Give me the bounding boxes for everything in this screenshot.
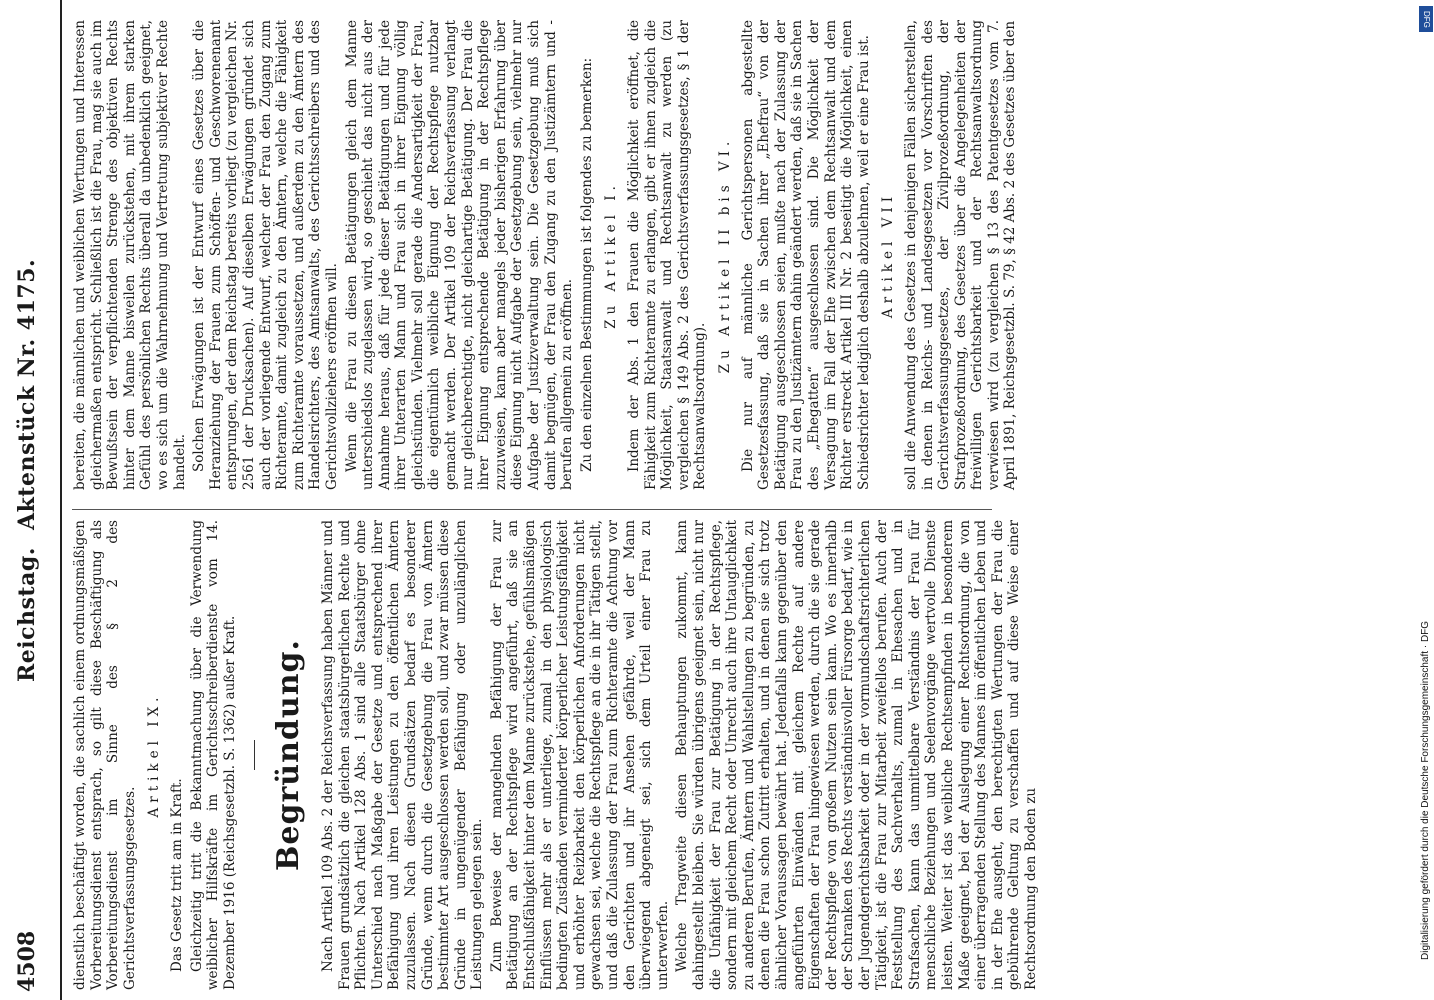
paragraph: dienstlich beschäftigt worden, die sachlich einem ordnungsmäßigen Vorbereitungsdienst entsprach, so gilt diese Beschäftigung als Vorbereitungsdienst im Sinne des § 2 des Gerichtsverfassungsgesetzes. xyxy=(72,520,138,990)
paragraph: bereiten, die männlichen und weiblichen Wertungen und Interessen gleichermaßen entspricht. Schließlich ist die Frau, mag sie auch im Bewußtsein der verpflichtenden Strenge des objektiven Rechts hinter dem Manne bisweilen zurückstehen, mit ihrem starken Gefühl des persönlichen Rechts überall da unbedenklich geeignet, wo es sich um die Wahrnehmung und Vertretung subjektiver Rechte handelt. xyxy=(72,20,188,490)
article-heading: Zu Artikel II bis VI. xyxy=(716,136,733,374)
paragraph: Das Gesetz tritt am in Kraft. xyxy=(168,778,185,972)
article-heading: Zu Artikel I. xyxy=(603,181,620,329)
paragraph: Solchen Erwägungen ist der Entwurf eines Gesetzes über die Heranziehung der Frauen zum Schöffen- und Geschworenenamt entsprungen, der dem Reichstag bereits vorliegt (zu vergleichen Nr. 2561 der Drucksachen). Auf dieselben Erwägungen gründet sich auch der vorliegende Entwurf, welcher der Frau den Zugang zum Richteramte, damit zugleich zu den Ämtern, welche die Fähigkeit zum Richteramte voraussetzen, und außerdem zu den Ämtern des Handelsrichters, des Amtsanwalts, des Gerichtsschreibers und des Gerichtsvollziehers eröffnen will. xyxy=(191,20,340,490)
paragraph: Nach Artikel 109 Abs. 2 der Reichsverfassung haben Männer und Frauen grundsätzlich die gleichen staatsbürgerlichen Rechte und Pflichten. Nach Artikel 128 Abs. 1 sind alle Staatsbürger ohne Unterschied nach Maßgabe der Gesetze und entsprechend ihrer Befähigung und ihren Leistungen zu den öffentlichen Ämtern zuzulassen. Nach diesen Grundsätzen bedarf es besonderer Gründe, wenn durch die Gesetzgebung die Frau von Ämtern bestimmter Art ausgeschlossen werden soll, und zwar müssen diese Gründe in ungenügender Befähigung oder unzulänglichen Leistungen gelegen sein. xyxy=(319,520,486,990)
running-title: Reichstag. xyxy=(14,547,40,682)
paragraph: soll die Anwendung des Gesetzes in denjenigen Fällen sicherstellen, in denen in Reichs- und Landesgesetzen vor Vorschriften des Gerichtsverfassungsgesetzes, der Zivilprozeßordnung, der Strafprozeßordnung, des Gesetzes über die Angelegenheiten der freiwilligen Gerichtsbarkeit und der Rechtsanwaltsordnung verwiesen wird (zu vergleichen § 13 des Patentgesetzes vom 7. April 1891, Reichsgesetzbl. S. 79, § 42 Abs. 2 des Gesetzes über den xyxy=(902,20,1019,490)
paragraph: Indem der Abs. 1 den Frauen die Möglichkeit eröffnet, die Fähigkeit zum Richteramte zu erlangen, gibt er ihnen zugleich die Möglichkeit, Staatsanwalt und Rechtsanwalt zu werden (zu vergleichen § 149 Abs. 2 des Gerichtsverfassungsgesetzes, § 1 der Rechtsanwaltsordnung). xyxy=(626,20,709,490)
article-heading: Artikel VII xyxy=(880,191,897,319)
digitization-note-text: Digitalisierung gefördert durch die Deutsche Forschungsgemeinschaft · DFG xyxy=(1420,620,1431,960)
paragraph: Zu den einzelnen Bestimmungen ist folgendes zu bemerken: xyxy=(578,57,595,472)
page-header xyxy=(0,0,82,1000)
header-rule xyxy=(60,0,62,1000)
left-column xyxy=(72,520,1039,990)
article-heading: Artikel IX. xyxy=(146,692,163,818)
paragraph: Zum Beweise der mangelnden Befähigung der Frau zur Betätigung an der Rechtspflege wird angeführt, daß sie an Entschlußfähigkeit hinter dem Manne zurückstehe, gefühlsmäßigen Einflüssen mehr als er unterliege, zumal in den physiologisch bedingten Zuständen verminderter körperlicher Leistungsfähigkeit und erhöhter Reizbarkeit den körperlichen Anforderungen nicht gewachsen sei, welche die Rechtspflege an die in ihr Tätigen stellt, und daß die Zulassung der Frau zum Richteramte die Achtung vor den Gerichten und ihr Ansehen gefährde, weil der Mann überwiegend abgeneigt sei, sich dem Urteil einer Frau zu unterwerfen. xyxy=(488,520,671,990)
section-divider xyxy=(254,740,255,770)
dfg-badge: DFG xyxy=(1419,6,1433,32)
section-title: Begründung. xyxy=(271,639,307,871)
column-divider xyxy=(72,509,992,510)
document-label: Aktenstück Nr. 4175. xyxy=(14,258,40,530)
digitization-note xyxy=(1418,0,1434,1000)
paragraph: Welche Tragweite diesen Behauptungen zukommt, kann dahingestellt bleiben. Sie würden übrigens geeignet sein, nicht nur die Unfähigkeit der Frau zur Betätigung in der Rechtspflege, sondern mit gleichem Recht oder Unrecht auch ihre Untauglichkeit zu anderen Berufen, Ämtern und Wahlstellungen zu begründen, zu denen die Frau schon Zutritt erhalten, und in denen sie sich trotz ähnlicher Voraussagen bewährt hat. Jedenfalls kann gegenüber den angeführten Einwänden mit gleichem Rechte auf andere Eigenschaften der Frau hingewiesen werden, durch die sie gerade der Rechtspflege von großem Nutzen sein kann. Wo es innerhalb der Schranken des Rechts verständnisvoller Fürsorge bedarf, wie in der Jugendgerichtsbarkeit oder in der vormundschaftsrichterlichen Tätigkeit, ist die Frau zur Mitarbeit zweifellos berufen. Auch der Feststellung des Sachverhalts, zumal in Ehesachen und in Strafsachen, kann das unmittelbare Verständnis der Frau für menschliche Beziehungen und Seelenvorgänge wertvolle Dienste leisten. Weiter ist das weibliche Rechtsempfinden in besonderem Maße geeignet, bei der Auslegung einer Rechtsordnung, die von einer überragenden Stellung des Mannes im öffentlichen Leben und in der Ehe ausgeht, den berechtigten Wertungen der Frau die gebührende Geltung zu verschaffen und auf diese Weise einer Rechtsordnung den Boden zu xyxy=(674,520,1039,990)
page-number: 4508 xyxy=(14,930,40,992)
paragraph: Die nur auf männliche Gerichtspersonen abgestellte Gesetzesfassung, daß sie in Sachen ihrer „Ehefrau“ von der Betätigung ausgeschlossen seien, mußte nach der Zulassung der Frau zu den Justizämtern dahin geändert werden, daß sie in Sachen des „Ehegatten“ ausgeschlossen sind. Die Möglichkeit der Versagung im Fall der Ehe zwischen dem Rechtsanwalt und dem Richter erstreckt Artikel III Nr. 2 beseitigt die Möglichkeit, einen Schiedsrichter lediglich deshalb abzulehnen, weil er eine Frau ist. xyxy=(739,20,872,490)
paragraph: Gleichzeitig tritt die Bekanntmachung über die Verwendung weiblicher Hilfskräfte im Gerichtsschreiberdienste vom 14. Dezember 1916 (Reichsgesetzbl. S. 1362) außer Kraft. xyxy=(188,520,238,990)
right-column xyxy=(72,20,1019,490)
paragraph: Wenn die Frau zu diesen Betätigungen gleich dem Manne unterschiedslos zugelassen wird, so geschieht das nicht aus der Annahme heraus, daß für jede dieser Betätigungen und für jede ihrer Unterarten Mann und Frau sich in ihrer Eignung völlig gleichstünden. Vielmehr soll gerade die Andersartigkeit der Frau, die eigentümlich weibliche Eignung der Rechtspflege nutzbar gemacht werden. Der Artikel 109 der Reichsverfassung verlangt nur gleichberechtigte, nicht gleichartige Betätigung. Der Frau die ihrer Eignung entsprechende Betätigung in der Rechtspflege zuzuweisen, kann aber mangels jeder bisherigen Erfahrung über diese Eignung nicht Aufgabe der Gesetzgebung sein, vielmehr nur Aufgabe der Justizverwaltung sein. Die Gesetzgebung muß sich damit begnügen, der Frau den Zugang zu den Justizämtern und -berufen allgemein zu eröffnen. xyxy=(343,20,576,490)
